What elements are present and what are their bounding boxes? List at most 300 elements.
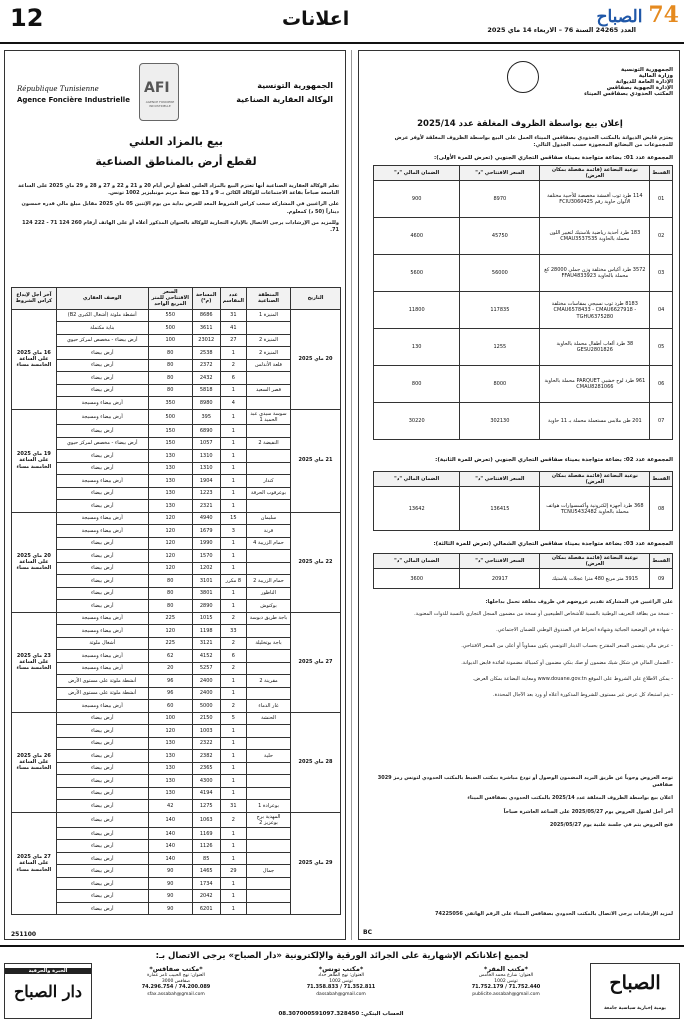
lot-count: 1 bbox=[220, 787, 246, 800]
area: 2150 bbox=[192, 712, 220, 725]
footer-banner: لجميع إعلاناتكم الإشهارية على الجرائد الورقية والإلكترونية «دار الصباح» يرجى الاتصال بـ: bbox=[155, 951, 529, 961]
lot-count: 4 bbox=[220, 397, 246, 410]
lot-count: 1 bbox=[220, 675, 246, 688]
guarantee: 3600 bbox=[374, 569, 460, 589]
land-description: أرض بيضاء ومسيجة bbox=[56, 650, 148, 663]
land-description: أرض بيضاء bbox=[56, 462, 148, 475]
masthead bbox=[0, 0, 684, 44]
lot-count: 1 bbox=[220, 750, 246, 763]
lot-count: 1 bbox=[220, 840, 246, 853]
opening-price: 1255 bbox=[460, 329, 540, 366]
area: 1570 bbox=[192, 550, 220, 563]
industrial-zone: حلية bbox=[247, 750, 291, 763]
opening-price: 8970 bbox=[460, 181, 540, 218]
customs-table-3-body bbox=[374, 569, 673, 589]
industrial-zone bbox=[247, 462, 291, 475]
lot-number: 05 bbox=[650, 329, 673, 366]
lot-number: 01 bbox=[650, 181, 673, 218]
office-address: العنوان: نهج الحبيب ثامر عمارة bbox=[147, 973, 205, 978]
area: 2322 bbox=[192, 737, 220, 750]
lot-count: 27 bbox=[220, 334, 246, 347]
office-phone: 74.200.089 / 74.296.754 bbox=[141, 984, 211, 990]
area: 3801 bbox=[192, 587, 220, 600]
industrial-zone: بوعرادة 1 bbox=[247, 800, 291, 813]
industrial-zone bbox=[247, 787, 291, 800]
condition-item: - يتم استبعاد كل عرض غير مستوف للشروط المذكورة أعلاه أو ورد بعد الآجال المحددة. bbox=[493, 692, 673, 699]
lot-count: 1 bbox=[220, 827, 246, 840]
goods-description: 961 طرد لوح خشبي PARQUET محملة بالحاوية CMAU8281066 bbox=[540, 366, 650, 403]
table-row bbox=[374, 366, 673, 403]
opening-price: 130 bbox=[148, 475, 192, 488]
area: 2432 bbox=[192, 372, 220, 385]
office-name: *مكتب صفاقس* bbox=[149, 965, 203, 973]
land-description: أرض بيضاء bbox=[56, 550, 148, 563]
land-description: أرض بيضاء bbox=[56, 737, 148, 750]
logo-left-text: دار الصباح bbox=[13, 982, 83, 1001]
industrial-zone: مقرينة 2 bbox=[247, 675, 291, 688]
header-line: الجمهورية التونسية bbox=[620, 67, 673, 73]
opening-price: 80 bbox=[148, 359, 192, 372]
lot-number: 02 bbox=[650, 218, 673, 255]
lot-number: 06 bbox=[650, 366, 673, 403]
opening-price: 60 bbox=[148, 700, 192, 713]
land-description: أرض بيضاء ومسيجة bbox=[56, 409, 148, 424]
condition-item: - يمكن الاطلاع على الشروط على الموقع www.douane.gov.tn ومعاينة البضاعة بمكان العرض. bbox=[472, 675, 673, 682]
land-description: أرض بيضاء bbox=[56, 787, 148, 800]
area: 4152 bbox=[192, 650, 220, 663]
deadline-block bbox=[367, 775, 673, 835]
land-description: أرض بيضاء bbox=[56, 890, 148, 903]
area: 1734 bbox=[192, 877, 220, 890]
area: 1126 bbox=[192, 840, 220, 853]
col-header: الوصف العقاري bbox=[56, 288, 148, 310]
opening-price: 120 bbox=[148, 725, 192, 738]
col-header: الضمان المالي "د" bbox=[374, 166, 460, 181]
lot-count: 1 bbox=[220, 762, 246, 775]
ad-code: BC bbox=[363, 929, 372, 936]
land-description: أرض بيضاء bbox=[56, 852, 148, 865]
land-description: أرض بيضاء bbox=[56, 840, 148, 853]
opening-price: 550 bbox=[148, 309, 192, 322]
opening-price: 117835 bbox=[460, 292, 540, 329]
lot-count: 1 bbox=[220, 462, 246, 475]
opening-price: 56000 bbox=[460, 255, 540, 292]
office-email[interactable]: dassabah@gmail.com bbox=[316, 992, 366, 997]
lot-count: 1 bbox=[220, 725, 246, 738]
col-header: التاريخ bbox=[291, 288, 341, 310]
lot-number: 07 bbox=[650, 403, 673, 440]
industrial-zone bbox=[247, 625, 291, 638]
guarantee: 13642 bbox=[374, 487, 460, 531]
afi-body bbox=[13, 183, 339, 234]
conditions-title: على الراغبين في المشاركة تقديم عروضهم في ظروف مغلقة تحمل بداخلها: bbox=[485, 599, 673, 605]
land-description: أرض بيضاء ومسيجة bbox=[56, 700, 148, 713]
land-description: أرض بيضاء bbox=[56, 877, 148, 890]
customs-table-3 bbox=[373, 553, 673, 589]
industrial-zone: جمال bbox=[247, 865, 291, 878]
industrial-zone: سوسة سيدي عبد الحميد 1 bbox=[247, 409, 291, 424]
lot-count: 1 bbox=[220, 852, 246, 865]
area: 1169 bbox=[192, 827, 220, 840]
lot-count: 41 bbox=[220, 322, 246, 335]
header-line: المكتب الحدودي بصفاقس الميناء bbox=[584, 91, 673, 97]
table-row bbox=[12, 409, 341, 424]
col-header: السعر الافتتاحي للمتر المربع الواحد bbox=[148, 288, 192, 310]
afi-fr-line2: Agence Foncière Industrielle bbox=[17, 96, 130, 104]
area: 8980 bbox=[192, 397, 220, 410]
afi-logo bbox=[139, 63, 179, 121]
header-line: وزارة المالية bbox=[638, 73, 673, 79]
opening-price: 42 bbox=[148, 800, 192, 813]
lot-count: 1 bbox=[220, 550, 246, 563]
industrial-zone bbox=[247, 550, 291, 563]
lot-count: 1 bbox=[220, 487, 246, 500]
office-phone: 71.352.811 / 71.358.833 bbox=[306, 984, 376, 990]
land-description: أرض بيضاء bbox=[56, 812, 148, 827]
opening-price: 130 bbox=[148, 737, 192, 750]
opening-price: 225 bbox=[148, 637, 192, 650]
land-description: أرض بيضاء bbox=[56, 775, 148, 788]
lot-count: 2 bbox=[220, 637, 246, 650]
area: 395 bbox=[192, 409, 220, 424]
lot-count: 1 bbox=[220, 437, 246, 450]
industrial-zone bbox=[247, 902, 291, 915]
industrial-zone bbox=[247, 322, 291, 335]
customs-ad bbox=[358, 50, 680, 940]
lot-count: 1 bbox=[220, 562, 246, 575]
opening-price: 62 bbox=[148, 650, 192, 663]
lot-count: 31 bbox=[220, 309, 246, 322]
opening-price: 90 bbox=[148, 865, 192, 878]
office-sfax bbox=[96, 965, 256, 998]
condition-item: - شهادة في الوضعية الجبائية وشهادة انخراط في الصندوق الوطني للضمان الاجتماعي. bbox=[496, 627, 673, 634]
customs-intro: يعتزم قابض الديوانة بالمكتب الحدودي بصفاقس الميناء العمل على البيع بواسطة الظروف المغلقة لأوفر عرض للمجموعات من البضائع المحجوزة حسب الجدول التالي: bbox=[394, 135, 673, 149]
land-description: أرض بيضاء ومسيجة bbox=[56, 397, 148, 410]
guarantee: 900 bbox=[374, 181, 460, 218]
opening-price: 45750 bbox=[460, 218, 540, 255]
office-name: *مكتب تونس* bbox=[318, 965, 364, 973]
industrial-zone bbox=[247, 775, 291, 788]
conditions-list bbox=[367, 611, 673, 708]
opening-price: 120 bbox=[148, 525, 192, 538]
area: 2890 bbox=[192, 600, 220, 613]
area: 1223 bbox=[192, 487, 220, 500]
deadline: 20 ماي 2025 على الساعة الخامسة مساء bbox=[12, 512, 57, 612]
land-description: أرض بيضاء bbox=[56, 575, 148, 588]
land-description: أرض بيضاء bbox=[56, 537, 148, 550]
dar-assabah-logo bbox=[4, 963, 92, 1019]
deadline-line: توجه العروض وجوباً عن طريق البريد المضمون الوصول أو تودع مباشرة بمكتب الضبط بالمكتب الحدودي لتونس رمز 3029 صفاقس bbox=[377, 775, 673, 789]
industrial-zone bbox=[247, 397, 291, 410]
col-header: المنطقة الصناعية bbox=[247, 288, 291, 310]
body-line: تعلم الوكالة العقارية الصناعية أنها تعتزم البيع بالمزاد العلني لقطع أرض أيام 20 و 21 و 22 و 27 و 28 و 29 ماي 2025 على الساعة التاسعة صباحاً بقاعة الاجتماعات للوكالة الكائن بـ 9 و 13 نهج شط مريم مونبليزير 1002 تونس. bbox=[18, 183, 339, 197]
industrial-zone bbox=[247, 500, 291, 513]
area: 6201 bbox=[192, 902, 220, 915]
opening-price: 96 bbox=[148, 675, 192, 688]
sale-date: 22 ماي 2025 bbox=[291, 512, 341, 612]
opening-price: 136415 bbox=[460, 487, 540, 531]
area: 8686 bbox=[192, 309, 220, 322]
lot-count: 1 bbox=[220, 347, 246, 360]
table-row bbox=[374, 218, 673, 255]
lot-count: 1 bbox=[220, 500, 246, 513]
goods-description: 368 طرد أجهزة إلكترونية وأكسسوارات هواتف محملة بالحاوية TCNU5432482 bbox=[540, 487, 650, 531]
industrial-zone bbox=[247, 852, 291, 865]
table-row bbox=[374, 329, 673, 366]
opening-price: 80 bbox=[148, 384, 192, 397]
sale-date: 28 ماي 2025 bbox=[291, 712, 341, 812]
industrial-zone: باجة بوتخليلة bbox=[247, 637, 291, 650]
opening-price: 130 bbox=[148, 787, 192, 800]
customs-table-2-body bbox=[374, 487, 673, 531]
area: 2538 bbox=[192, 347, 220, 360]
area: 3611 bbox=[192, 322, 220, 335]
area: 2042 bbox=[192, 890, 220, 903]
opening-price: 80 bbox=[148, 575, 192, 588]
guarantee: 800 bbox=[374, 366, 460, 403]
industrial-zone: بوكنوش bbox=[247, 600, 291, 613]
deadline: 23 ماي 2025 على الساعة الخامسة مساء bbox=[12, 612, 57, 712]
area: 1990 bbox=[192, 537, 220, 550]
opening-price: 8000 bbox=[460, 366, 540, 403]
area: 1198 bbox=[192, 625, 220, 638]
land-description: أرض بيضاء bbox=[56, 359, 148, 372]
logo-left-caption: الخبرة والحرفية bbox=[5, 968, 91, 974]
opening-price: 80 bbox=[148, 372, 192, 385]
body-line: وللمزيد من الإرشادات يرجى الاتصال بالإدارة التجارية للوكالة بالعنوان المذكور أعلاه أو على الهاتف أرقام 260 124 71 - 222 124 71. bbox=[22, 219, 339, 234]
area: 1275 bbox=[192, 800, 220, 813]
land-description: أرض بيضاء bbox=[56, 827, 148, 840]
lot-count: 2 bbox=[220, 812, 246, 827]
opening-price: 130 bbox=[148, 450, 192, 463]
land-description: أرض بيضاء bbox=[56, 600, 148, 613]
lot-count: 3 bbox=[220, 525, 246, 538]
office-address: العنوان: شارع محمد الخامس bbox=[478, 973, 534, 978]
area: 3121 bbox=[192, 637, 220, 650]
lot-count: 2 bbox=[220, 662, 246, 675]
land-description: أنشطة ملوثة على مستوى الأرض bbox=[56, 675, 148, 688]
opening-price: 140 bbox=[148, 812, 192, 827]
goods-description: 114 طرد ثوب أقمشة مخصصة للأحبية مختلفة الألوان حاوية رقم FCIU3060425 bbox=[540, 181, 650, 218]
col-header: نوعية البضاعة (قائمة مفصلة بمكان العرض) bbox=[540, 472, 650, 487]
lot-count: 1 bbox=[220, 902, 246, 915]
afi-logo-letters: AFI bbox=[144, 80, 170, 96]
office-address: العنوان: نهج الطاهر حداد bbox=[317, 973, 364, 978]
opening-price: 140 bbox=[148, 852, 192, 865]
group2-title: المجموعة عدد 02: بضاعة متواجدة بميناء صفاقس التجاري الجنوبي (تعرض للمرة الثانية): bbox=[435, 457, 673, 463]
office-tunis bbox=[261, 965, 421, 998]
col-header: الضمان المالي "د" bbox=[374, 554, 460, 569]
logo-text: الصباح bbox=[596, 7, 643, 27]
office-email[interactable]: sfax.assabah@gmail.com bbox=[147, 992, 205, 997]
land-description: أشغال ملوثة bbox=[56, 637, 148, 650]
industrial-zone: المنيزة 2 bbox=[247, 347, 291, 360]
lot-count: 1 bbox=[220, 587, 246, 600]
area: 3101 bbox=[192, 575, 220, 588]
lot-number: 04 bbox=[650, 292, 673, 329]
lot-count: 1 bbox=[220, 737, 246, 750]
lot-count: 5 bbox=[220, 712, 246, 725]
industrial-zone bbox=[247, 372, 291, 385]
industrial-zone bbox=[247, 877, 291, 890]
industrial-zone bbox=[247, 762, 291, 775]
lot-number: 03 bbox=[650, 255, 673, 292]
lot-count: 1 bbox=[220, 687, 246, 700]
table-row bbox=[374, 292, 673, 329]
office-email[interactable]: publicite.assabah@gmail.com bbox=[472, 992, 540, 997]
customs-table-1-body bbox=[374, 181, 673, 440]
land-description: أرض بيضاء - مخصص لمركز حيوي bbox=[56, 437, 148, 450]
offices bbox=[96, 965, 586, 1007]
deadline-line: اعلان بيع بواسطة الظروف المغلقة عدد 2025/14 بالمكتب الحدودي بصفاقس الميناء bbox=[467, 795, 673, 802]
industrial-zone: حمام الزريبة 2 bbox=[247, 575, 291, 588]
condition-item: - عرض مالي يتضمن السعر المقترح بحساب الدينار التونسي يكون مساوياً أو أعلى من السعر الافتتاحي. bbox=[461, 643, 673, 650]
opening-price: 130 bbox=[148, 487, 192, 500]
lot-count: 6 bbox=[220, 650, 246, 663]
col-header: نوعية البضاعة (قائمة مفصلة بمكان العرض) bbox=[540, 166, 650, 181]
opening-price: 100 bbox=[148, 712, 192, 725]
lot-count: 1 bbox=[220, 877, 246, 890]
customs-ad-title: إعلان بيع بواسطة الظروف المغلقة عدد 2025/14 bbox=[417, 119, 623, 129]
area: 1063 bbox=[192, 812, 220, 827]
afi-ad-code: 251100 bbox=[11, 931, 37, 938]
industrial-zone: باجة طريق دبوسة bbox=[247, 612, 291, 625]
table-row bbox=[12, 512, 341, 525]
land-description: أرض بيضاء bbox=[56, 562, 148, 575]
opening-price: 302130 bbox=[460, 403, 540, 440]
land-description: أرض بيضاء bbox=[56, 587, 148, 600]
opening-price: 120 bbox=[148, 512, 192, 525]
area: 5257 bbox=[192, 662, 220, 675]
lot-count: 1 bbox=[220, 600, 246, 613]
footer bbox=[0, 945, 684, 1022]
opening-price: 96 bbox=[148, 687, 192, 700]
opening-price: 130 bbox=[148, 775, 192, 788]
deadline: 16 ماي 2025 على الساعة الخامسة مساء bbox=[12, 309, 57, 409]
lot-count: 1 bbox=[220, 775, 246, 788]
lot-count: 1 bbox=[220, 537, 246, 550]
area: 1310 bbox=[192, 462, 220, 475]
land-description: أرض بيضاء bbox=[56, 347, 148, 360]
industrial-zone: قلعة الأندلس bbox=[247, 359, 291, 372]
area: 5818 bbox=[192, 384, 220, 397]
office-city: تونس 1002 bbox=[329, 978, 353, 984]
newspaper-logo bbox=[575, 2, 679, 26]
industrial-zone bbox=[247, 425, 291, 438]
industrial-zone: الناظور bbox=[247, 587, 291, 600]
guarantee: 11800 bbox=[374, 292, 460, 329]
area: 2400 bbox=[192, 675, 220, 688]
area: 2365 bbox=[192, 762, 220, 775]
industrial-zone: المنيزة 1 bbox=[247, 309, 291, 322]
issue-info: العدد 24265 السنة 76 – الاربعاء 14 ماي 2025 bbox=[487, 26, 636, 34]
opening-price: 120 bbox=[148, 537, 192, 550]
table-row bbox=[374, 255, 673, 292]
customs-emblem-icon bbox=[507, 61, 539, 93]
office-hq bbox=[426, 965, 586, 998]
industrial-zone: حمام الزريبة 4 bbox=[247, 537, 291, 550]
logo-right-caption: يومية إخبارية سياسية جامعة bbox=[604, 1006, 666, 1011]
industrial-zone: غار الدماء bbox=[247, 700, 291, 713]
area: 85 bbox=[192, 852, 220, 865]
table-row bbox=[12, 309, 341, 322]
land-description: أرض بيضاء bbox=[56, 800, 148, 813]
lot-count: 2 bbox=[220, 359, 246, 372]
lot-count: 33 bbox=[220, 625, 246, 638]
land-description: أرض بيضاء bbox=[56, 425, 148, 438]
guarantee: 5600 bbox=[374, 255, 460, 292]
body-line: على الراغبين في المشاركة سحب كراس الشروط المعد للغرض بداية من يوم الإثنين 05 ماي 2025 مقابل مبلغ مالي قدره خمسون ديناراً (50 د) كمعلوم. bbox=[21, 201, 339, 215]
afi-ar-line1: الجمهورية التونسية bbox=[257, 81, 333, 90]
opening-price: 140 bbox=[148, 840, 192, 853]
lot-count: 6 bbox=[220, 372, 246, 385]
area: 23012 bbox=[192, 334, 220, 347]
industrial-zone bbox=[247, 890, 291, 903]
assabah-logo bbox=[590, 963, 680, 1019]
logo-right-text: الصباح bbox=[609, 972, 661, 994]
area: 6890 bbox=[192, 425, 220, 438]
condition-item: - نسخة من بطاقة التعريف الوطنية بالنسبة للأشخاص الطبيعيين أو نسخة من مضمون السجل التجاري بالنسبة للذوات المعنوية. bbox=[414, 611, 673, 617]
lot-number: 09 bbox=[650, 569, 673, 589]
lot-count: 15 bbox=[220, 512, 246, 525]
industrial-zone bbox=[247, 450, 291, 463]
land-description: أرض بيضاء ومسيجة bbox=[56, 475, 148, 488]
afi-table-body bbox=[12, 309, 341, 915]
opening-price: 90 bbox=[148, 877, 192, 890]
goods-description: 38 طرد ألعاب أطفال محملة بالحاوية GESU2801826 bbox=[540, 329, 650, 366]
industrial-zone: قصر السعيد bbox=[247, 384, 291, 397]
area: 1015 bbox=[192, 612, 220, 625]
industrial-zone bbox=[247, 687, 291, 700]
opening-price: 90 bbox=[148, 902, 192, 915]
goods-description: 3915 متر مربع 480 مترا عجلات بلاستيك bbox=[540, 569, 650, 589]
area: 2400 bbox=[192, 687, 220, 700]
afi-logo-caption: AGENCE FONCIERE INDUSTRIELLE bbox=[145, 100, 175, 108]
deadline-line: فتح العروض يتم في جلسة علنية يوم 2025/05/27 bbox=[549, 821, 673, 828]
opening-price: 150 bbox=[148, 425, 192, 438]
opening-price: 20 bbox=[148, 662, 192, 675]
land-description: أرض بيضاء ومسيجة bbox=[56, 612, 148, 625]
table-row bbox=[12, 812, 341, 827]
guarantee: 4600 bbox=[374, 218, 460, 255]
office-city: صفاقس 3000 bbox=[161, 978, 191, 984]
table-row bbox=[374, 487, 673, 531]
industrial-zone: بوعرقوب الحرقة bbox=[247, 487, 291, 500]
lot-count: 1 bbox=[220, 384, 246, 397]
opening-price: 80 bbox=[148, 600, 192, 613]
area: 1202 bbox=[192, 562, 220, 575]
guarantee: 130 bbox=[374, 329, 460, 366]
sale-date: 29 ماي 2025 bbox=[291, 812, 341, 915]
header-line: الإدارة الجهوية بصفاقس bbox=[606, 85, 673, 91]
opening-price: 130 bbox=[148, 500, 192, 513]
industrial-zone: المنيزة 2 bbox=[247, 334, 291, 347]
header-line: الإدارة العامة للديوانة bbox=[615, 79, 673, 85]
column-divider bbox=[351, 50, 352, 940]
opening-price: 500 bbox=[148, 322, 192, 335]
lot-count: 29 bbox=[220, 865, 246, 878]
industrial-zone bbox=[247, 840, 291, 853]
land-description: أرض بيضاء bbox=[56, 762, 148, 775]
condition-item: - الضمان المالي في شكل شيك مضمون أو صك بنكي مضمون أو كمبيالة مضمونة لفائدة قابض الديوانة. bbox=[461, 659, 673, 666]
land-description: أرض بيضاء bbox=[56, 750, 148, 763]
lot-count: 1 bbox=[220, 425, 246, 438]
lot-number: 08 bbox=[650, 487, 673, 531]
opening-price: 140 bbox=[148, 827, 192, 840]
lot-count: 1 bbox=[220, 890, 246, 903]
land-description: أنشطة ملوثة على مستوى الأرض bbox=[56, 687, 148, 700]
opening-price: 130 bbox=[148, 750, 192, 763]
